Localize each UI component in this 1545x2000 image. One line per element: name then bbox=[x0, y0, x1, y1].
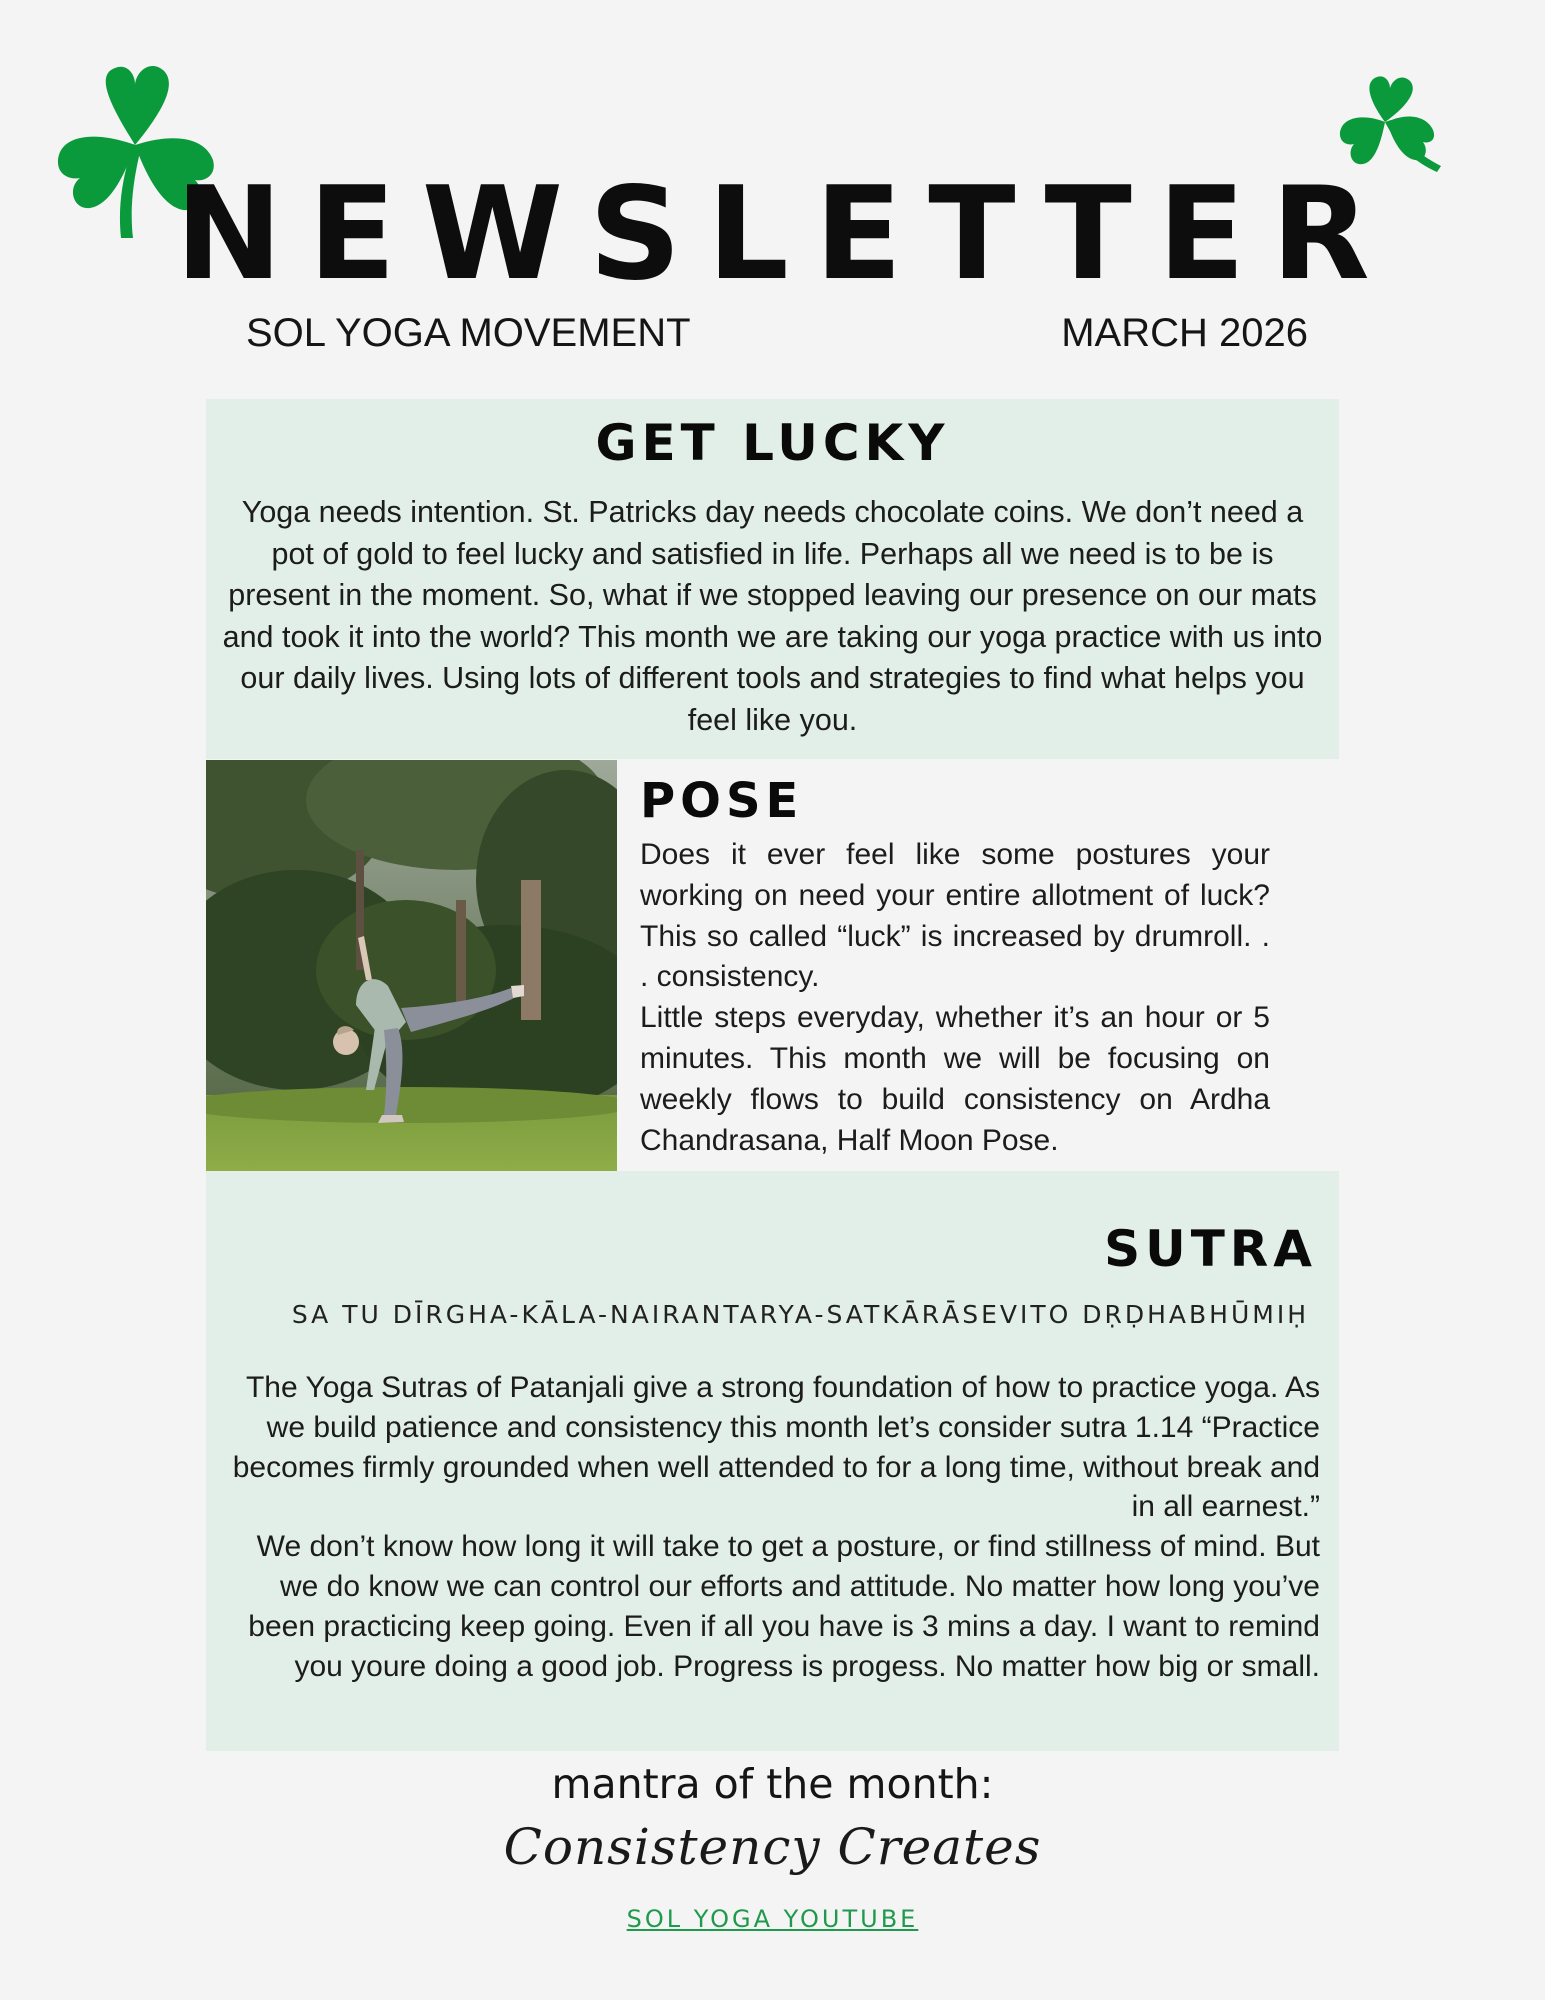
pose-body bbox=[640, 835, 1270, 1161]
pose-paragraph: Little steps everyday, whether it’s an hour or 5 minutes. This month we will be focusing on weekly flows to build consistency on Ardha Chandrasana, Half Moon Pose. bbox=[640, 1001, 1270, 1157]
sutra-section bbox=[206, 1171, 1339, 1751]
sutra-paragraph: We don’t know how long it will take to get a posture, or find stillness of mind. But we do know we can control our efforts and attitude. No matter how long you’ve been practicing keep going. Even if all you have is 3 mins a day. I want to remind you youre doing a good job. Progress is progess. No matter how big or small. bbox=[248, 1530, 1320, 1683]
issue-date: MARCH 2026 bbox=[1061, 311, 1308, 355]
newsletter-title: NEWSLETTER bbox=[175, 160, 1396, 309]
half-moon-pose-photo bbox=[206, 760, 617, 1173]
get-lucky-heading: GET LUCKY bbox=[595, 414, 950, 472]
sutra-sanskrit: SA TU DĪRGHA-KĀLA-NAIRANTARYA-SATKĀRĀSEVITO DṚḌHABHŪMIḤ bbox=[291, 1300, 1309, 1329]
get-lucky-section bbox=[206, 399, 1339, 759]
mantra-label: mantra of the month: bbox=[551, 1760, 994, 1808]
mantra-text: Consistency Creates bbox=[503, 1818, 1042, 1876]
sutra-paragraph: The Yoga Sutras of Patanjali give a strong foundation of how to practice yoga. As we build patience and consistency this month let’s consider sutra 1.14 “Practice becomes firmly grounded when well attended to for a long time, without break and in all earnest.” bbox=[232, 1371, 1320, 1524]
youtube-link[interactable]: SOL YOGA YOUTUBE bbox=[626, 1905, 919, 1933]
get-lucky-body: Yoga needs intention. St. Patricks day needs chocolate coins. We don’t need a pot of gold to feel lucky and satisfied in life. Perhaps all we need is to be is present in the moment. So, what if we stopped leaving our presence on our mats and took it into the world? This month we are taking our yoga practice with us into our daily lives. Using lots of different tools and strategies to find what helps you feel like you. bbox=[222, 495, 1323, 737]
sutra-heading: SUTRA bbox=[1104, 1220, 1317, 1278]
pose-heading: POSE bbox=[640, 773, 804, 829]
organization-name: SOL YOGA MOVEMENT bbox=[246, 311, 691, 355]
sutra-body bbox=[231, 1368, 1320, 1686]
pose-paragraph: Does it ever feel like some postures your working on need your entire allotment of luck? This so called “luck” is increased by drumroll. . . consistency. bbox=[640, 838, 1270, 994]
